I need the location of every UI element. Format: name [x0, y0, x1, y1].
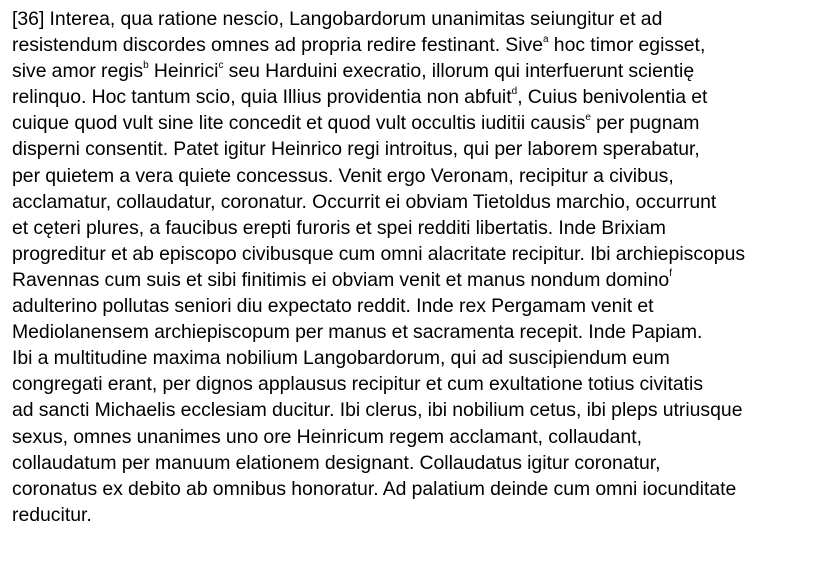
- footnote-marker-c: c: [218, 59, 224, 71]
- text-segment: Heinrici: [148, 60, 219, 83]
- text-segment: adulterino pollutas seniori diu expectato reddit. Inde rex Pergamam venit et Mediolanensem archiepiscopum per manus et sacramenta recepit. Inde Papiam. Ibi a multitudine maxima nobilium Langobardorum, qui ad suscipiendum eum congregati erant, per dignos applausus recipitur et cum exultatione totius civitatis ad sancti Michaelis ecclesiam ducitur. Ibi clerus, ibi nobilium cetus, ibi pleps utriusque sexus, omnes unanimes uno ore Heinricum regem acclamant, collaudant, collaudatum per manuum elationem designant. Collaudatus igitur coronatur, coronatus ex debito ab omnibus honoratur. Ad palatium deinde cum omni iocunditate reducitur.: [12, 295, 743, 526]
- footnote-marker-f: f: [669, 268, 672, 280]
- chapter-36-paragraph: [12, 6, 823, 528]
- text-segment: seu Harduini execratio, illorum qui interfuerunt scientię relinquo. Hoc tantum scio, quia Illius providentia non abfuit: [12, 60, 695, 109]
- text-segment: hoc timor egisset, sive amor regis: [12, 34, 706, 83]
- footnote-marker-a: a: [543, 33, 549, 45]
- footnote-marker-e: e: [585, 111, 591, 123]
- footnote-marker-b: b: [143, 59, 149, 71]
- text-segment: per pugnam disperni consentit. Patet igitur Heinrico regi introitus, qui per laborem sperabatur, per quietem a vera quiete concessus. Venit ergo Veronam, recipitur a civibus, acclamatur, collaudatur, coronatur. Occurrit ei obviam Tietoldus marchio, occurrunt et cęteri plures, a faucibus erepti furoris et spei redditi libertatis. Inde Brixiam progreditur et ab episcopo civibusque cum omni alacritate recipitur. Ibi archiepiscopus Ravennas cum suis et sibi finitimis ei obviam venit et manus nondum domino: [12, 112, 746, 291]
- text-segment: [36] Interea, qua ratione nescio, Langobardorum unanimitas seiungitur et ad resistendum discordes omnes ad propria redire festinant. Sive: [12, 8, 663, 57]
- text-segment: , Cuius benivolentia et cuique quod vult sine lite concedit et quod vult occultis iuditii causis: [12, 86, 708, 135]
- footnote-marker-d: d: [511, 85, 518, 97]
